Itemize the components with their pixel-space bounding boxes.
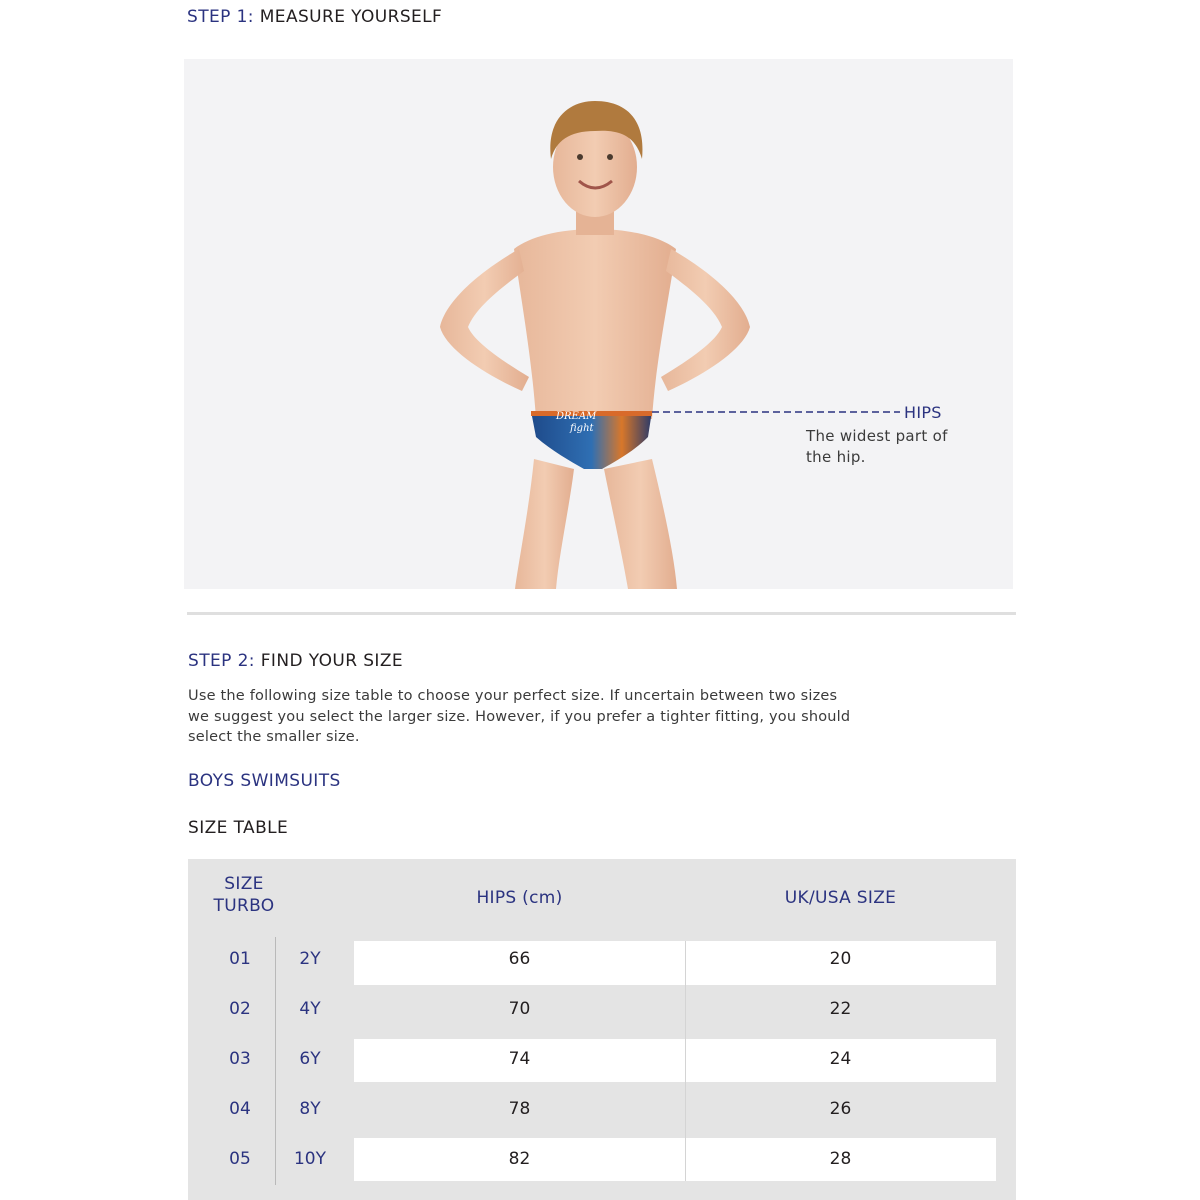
measure-illustration-panel xyxy=(184,59,1013,589)
section-divider xyxy=(187,612,1016,615)
boy-illustration xyxy=(184,59,1013,589)
category-heading: BOYS SWIMSUITS xyxy=(188,771,341,791)
swimsuit-print-text xyxy=(556,411,596,435)
step1-heading xyxy=(187,7,442,27)
row-code: 01 xyxy=(229,949,251,969)
row-code: 04 xyxy=(229,1099,251,1119)
row-age: 4Y xyxy=(299,999,321,1019)
row-code: 02 xyxy=(229,999,251,1019)
column-separator xyxy=(275,937,276,1185)
row-age: 2Y xyxy=(299,949,321,969)
header-size-turbo xyxy=(188,873,300,917)
header-uk-usa: UK/USA SIZE xyxy=(784,888,897,908)
row-age: 10Y xyxy=(293,1149,327,1169)
size-table xyxy=(188,859,1016,1200)
swimsuit-print-line-1: DREAM xyxy=(556,411,597,422)
row-uk-usa: 24 xyxy=(829,1049,852,1069)
hips-callout-desc-line1: The widest part of xyxy=(806,427,948,445)
row-hips: 74 xyxy=(508,1049,531,1069)
row-uk-usa: 26 xyxy=(829,1099,852,1119)
row-code: 05 xyxy=(229,1149,251,1169)
step2-heading xyxy=(188,651,403,671)
step1-title: MEASURE YOURSELF xyxy=(259,7,443,27)
header-hips: HIPS (cm) xyxy=(476,888,563,908)
row-uk-usa: 20 xyxy=(829,949,852,969)
header-size-line2: TURBO xyxy=(213,896,275,916)
hips-callout-desc-line2: the hip. xyxy=(806,448,866,466)
row-code: 03 xyxy=(229,1049,251,1069)
row-age: 6Y xyxy=(299,1049,321,1069)
row-hips: 78 xyxy=(508,1099,531,1119)
step2-title: FIND YOUR SIZE xyxy=(260,651,404,671)
instruction-line: we suggest you select the larger size. However, if you prefer a tighter fitting, you should xyxy=(188,708,851,725)
size-table-heading: SIZE TABLE xyxy=(188,818,289,838)
row-hips: 66 xyxy=(508,949,531,969)
instruction-line: Use the following size table to choose your perfect size. If uncertain between two sizes xyxy=(188,688,838,704)
row-uk-usa: 22 xyxy=(829,999,852,1019)
row-hips: 82 xyxy=(508,1149,531,1169)
swimsuit-print-line-2: fight xyxy=(570,423,594,434)
step1-label: STEP 1: xyxy=(187,7,254,27)
instruction-line: select the smaller size. xyxy=(188,729,360,745)
hips-callout-description xyxy=(806,426,948,468)
size-instructions xyxy=(188,686,850,748)
row-age: 8Y xyxy=(299,1099,321,1119)
header-size-line1: SIZE xyxy=(224,874,264,894)
row-hips: 70 xyxy=(508,999,531,1019)
hips-callout-label: HIPS xyxy=(904,403,942,422)
row-uk-usa: 28 xyxy=(829,1149,852,1169)
step2-label: STEP 2: xyxy=(188,651,255,671)
